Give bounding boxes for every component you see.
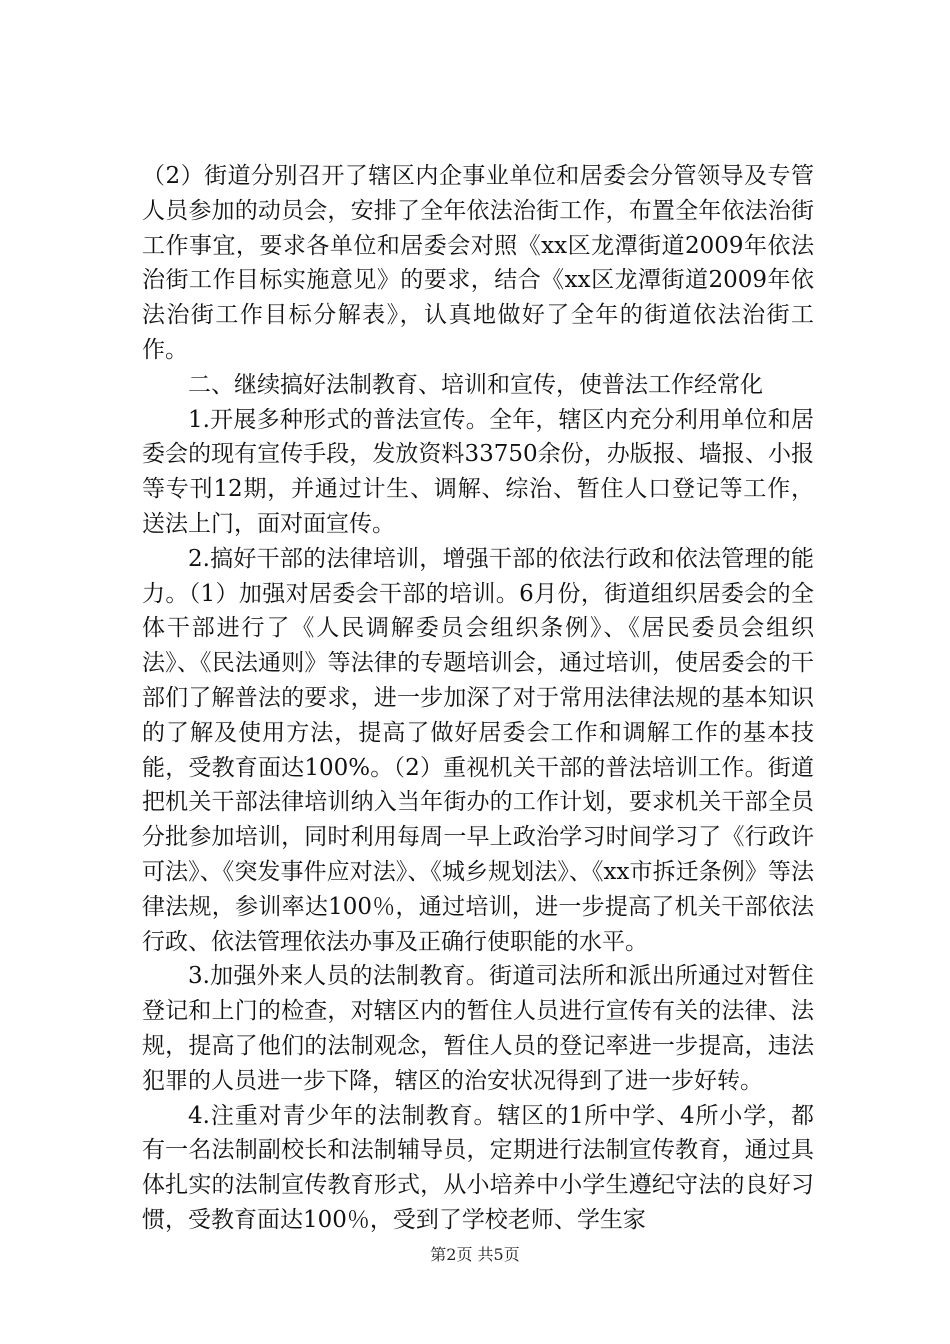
paragraph-migrant-education: 3.加强外来人员的法制教育。街道司法所和派出所通过对暂住登记和上门的检查，对辖区内的暂住人员进行宣传有关的法律、法规，提高了他们的法制观念，暂住人员的登记率进一步提高，违法犯罪的人员进一步下降，辖区的治安状况得到了进一步好转。 — [142, 963, 814, 1094]
paragraph-youth-education: 4.注重对青少年的法制教育。辖区的1所中学、4所小学，都有一名法制副校长和法制辅导员，定期进行法制宣传教育，通过具体扎实的法制宣传教育形式，从小培养中小学生遵纪守法的良好习惯，受教育面达100％，受到了学校老师、学生家 — [142, 1102, 814, 1233]
paragraph-mobilization-meeting: （2）街道分别召开了辖区内企事业单位和居委会分管领导及专管人员参加的动员会，安排了全年依法治街工作，布置全年依法治街工作事宜，要求各单位和居委会对照《xx区龙潭街道2009年依法治街工作目标实施意见》的要求，结合《xx区龙潭街道2009年依法治街工作目标分解表》，认真地做好了全年的街道依法治街工作。 — [142, 163, 814, 363]
document-body — [142, 159, 814, 1238]
section-heading-legal-education: 二、继续搞好法制教育、培训和宣传，使普法工作经常化 — [188, 371, 763, 398]
paragraph-publicity: 1.开展多种形式的普法宣传。全年，辖区内充分利用单位和居委会的现有宣传手段，发放资料33750余份，办版报、墙报、小报等专刊12期，并通过计生、调解、综治、暂住人口登记等工作，送法上门，面对面宣传。 — [142, 406, 814, 537]
page-number-footer: 第2页 共5页 — [430, 1245, 520, 1264]
paragraph-cadre-training: 2.搞好干部的法律培训，增强干部的依法行政和依法管理的能力。（1）加强对居委会干部的培训。6月份，街道组织居委会的全体干部进行了《人民调解委员会组织条例》、《居民委员会组织法》、《民法通则》等法律的专题培训会，通过培训，使居委会的干部们了解普法的要求，进一步加深了对于常用法律法规的基本知识的了解及使用方法，提高了做好居委会工作和调解工作的基本技能，受教育面达100%。（2）重视机关干部的普法培训工作。街道把机关干部法律培训纳入当年街办的工作计划，要求机关干部全员分批参加培训，同时利用每周一早上政治学习时间学习了《行政许可法》、《突发事件应对法》、《城乡规划法》、《xx市拆迁条例》等法律法规，参训率达100％，通过培训，进一步提高了机关干部依法行政、依法管理依法办事及正确行使职能的水平。 — [142, 545, 814, 955]
